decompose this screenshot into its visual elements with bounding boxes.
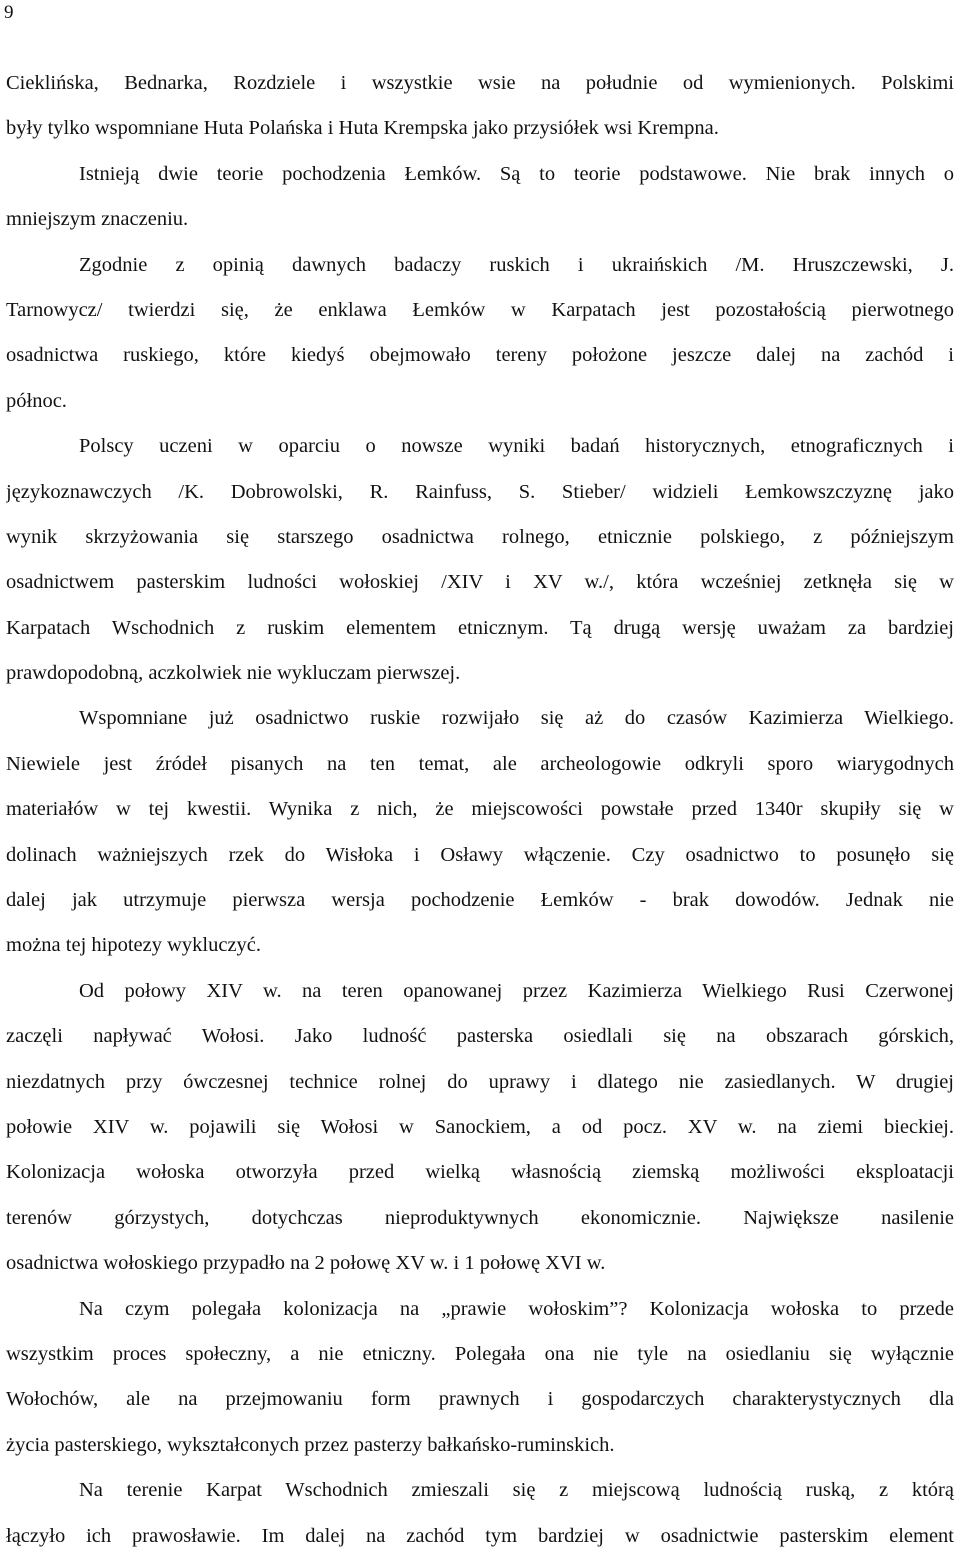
text-line: Zgodnie z opinią dawnych badaczy ruskich i ukraińskich /M. Hruszczewski, J. bbox=[79, 253, 954, 276]
text-line: Od połowy XIV w. na teren opanowanej przez Kazimierza Wielkiego Rusi Czerwonej bbox=[79, 979, 954, 1002]
text-line: północ. bbox=[6, 389, 67, 412]
text-line: dalej jak utrzymuje pierwsza wersja pochodzenie Łemków - brak dowodów. Jednak nie bbox=[6, 889, 954, 912]
text-line: Na czym polegała kolonizacja na „prawie wołoskim”? Kolonizacja wołoska to przede bbox=[79, 1297, 954, 1320]
text-line: można tej hipotezy wykluczyć. bbox=[6, 934, 262, 957]
text-line: terenów górzystych, dotychczas nieproduktywnych ekonomicznie. Największe nasilenie bbox=[6, 1206, 954, 1229]
text-line: prawdopodobną, aczkolwiek nie wykluczam pierwszej. bbox=[6, 662, 461, 685]
text-line: Niewiele jest źródeł pisanych na ten temat, ale archeologowie odkryli sporo wiarygodnych bbox=[6, 752, 954, 775]
text-line: Cieklińska, Bednarka, Rozdziele i wszystkie wsie na południe od wymienionych. Polskimi bbox=[6, 72, 954, 94]
text-line: Tarnowycz/ twierdzi się, że enklawa Łemków w Karpatach jest pozostałością pierwotnego bbox=[6, 298, 954, 321]
text-line: materiałów w tej kwestii. Wynika z nich, że miejscowości powstałe przed 1340r skupiły się w bbox=[6, 798, 954, 821]
text-line: osadnictwa ruskiego, które kiedyś obejmowało tereny położone jeszcze dalej na zachód i bbox=[6, 344, 954, 367]
text-line: dolinach ważniejszych rzek do Wisłoka i Osławy włączenie. Czy osadnictwo to posunęło się bbox=[6, 843, 954, 866]
text-line: połowie XIV w. pojawili się Wołosi w Sanockiem, a od pocz. XV w. na ziemi bieckiej. bbox=[6, 1115, 954, 1138]
text-line: Karpatach Wschodnich z ruskim elementem etnicznym. Tą drugą wersję uważam za bardziej bbox=[6, 616, 954, 639]
text-line: osadnictwem pasterskim ludności wołoskiej /XIV i XV w./, która wcześniej zetknęła się w bbox=[6, 571, 954, 594]
document-body bbox=[6, 61, 954, 1559]
page-number: 9 bbox=[4, 2, 14, 23]
text-line: Istnieją dwie teorie pochodzenia Łemków. Są to teorie podstawowe. Nie brak innych o bbox=[79, 162, 954, 185]
text-line: Wołochów, ale na przejmowaniu form prawnych i gospodarczych charakterystycznych dla bbox=[6, 1388, 954, 1411]
text-line: wszystkim proces społeczny, a nie etniczny. Polegała ona nie tyle na osiedlaniu się wyłącznie bbox=[6, 1342, 954, 1365]
text-line: wynik skrzyżowania się starszego osadnictwa rolnego, etnicznie polskiego, z późniejszym bbox=[6, 525, 954, 548]
text-line: językoznawczych /K. Dobrowolski, R. Rainfuss, S. Stieber/ widzieli Łemkowszczyznę jako bbox=[6, 480, 954, 503]
text-line: zaczęli napływać Wołosi. Jako ludność pasterska osiedlali się na obszarach górskich, bbox=[6, 1025, 954, 1048]
text-line: łączyło ich prawosławie. Im dalej na zachód tym bardziej w osadnictwie pasterskim element bbox=[6, 1524, 954, 1547]
text-line: osadnictwa wołoskiego przypadło na 2 połowę XV w. i 1 połowę XVI w. bbox=[6, 1252, 606, 1275]
text-line: Wspomniane już osadnictwo ruskie rozwijało się aż do czasów Kazimierza Wielkiego. bbox=[79, 707, 954, 730]
text-line: życia pasterskiego, wykształconych przez pasterzy bałkańsko-ruminskich. bbox=[6, 1433, 615, 1456]
text-line: mniejszym znaczeniu. bbox=[6, 208, 189, 231]
text-line: Na terenie Karpat Wschodnich zmieszali się z miejscową ludnością ruską, z którą bbox=[79, 1479, 954, 1502]
text-line: były tylko wspomniane Huta Polańska i Huta Krempska jako przysiółek wsi Krempna. bbox=[6, 117, 719, 140]
text-line: Polscy uczeni w oparciu o nowsze wyniki badań historycznych, etnograficznych i bbox=[79, 435, 954, 458]
text-line: niezdatnych przy ówczesnej technice rolnej do uprawy i dlatego nie zasiedlanych. W drugiej bbox=[6, 1070, 954, 1093]
text-line: Kolonizacja wołoska otworzyła przed wielką własnością ziemską możliwości eksploatacji bbox=[6, 1161, 954, 1184]
